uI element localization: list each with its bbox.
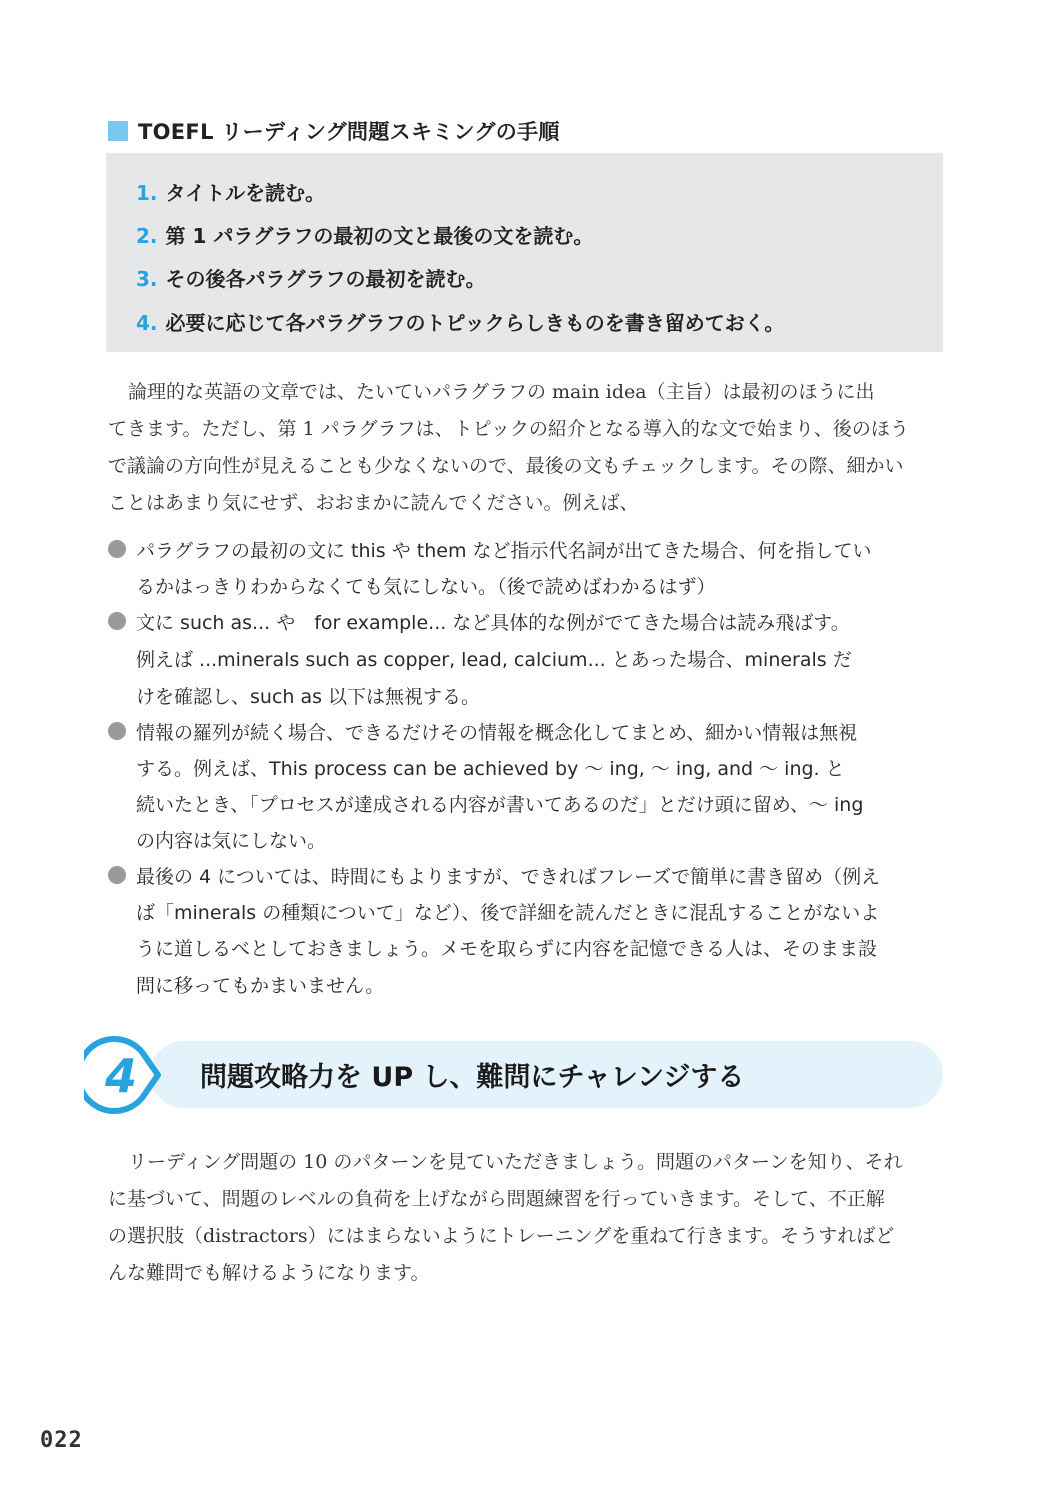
- bullet-line: 問に移ってもかまいません。: [136, 975, 385, 997]
- bullet-line: 情報の羅列が続く場合、できるだけその情報を概念化してまとめ、細かい情報は無視: [136, 722, 858, 744]
- bullet-dot-icon: [108, 612, 126, 630]
- paragraph-line: てきます。ただし、第 1 パラグラフは、トピックの紹介となる導入的な文で始まり、後のほう: [108, 418, 909, 440]
- step-number: 1.: [136, 181, 158, 205]
- section-number-badge: [84, 1036, 174, 1114]
- paragraph-line: で議論の方向性が見えることも少なくないので、最後の文もチェックします。その際、細かい: [108, 455, 904, 477]
- bullet-line: 文に such as... や for example... など具体的な例がでてきた場合は読み飛ばす。: [136, 612, 850, 634]
- bullet-dot-icon: [108, 540, 126, 558]
- bullet-line: 例えば ...minerals such as copper, lead, calcium... とあった場合、minerals だ: [136, 649, 852, 671]
- paragraph-line: の選択肢（distractors）にはまらないようにトレーニングを重ねて行きます。そうすればど: [108, 1225, 895, 1247]
- bullet-line: 続いたとき、「プロセスが達成される内容が書いてあるのだ」とだけ頭に留め、～ ing: [136, 794, 864, 816]
- steps-box: [106, 153, 943, 352]
- step-item: [136, 263, 486, 292]
- bullet-line: けを確認し、such as 以下は無視する。: [136, 686, 481, 708]
- bullet-dot-icon: [108, 722, 126, 740]
- bullet-line: るかはっきりわからなくても気にしない。（後で読めばわかるはず）: [136, 576, 716, 598]
- bullet-line: パラグラフの最初の文に this や them など指示代名詞が出てきた場合、何を指してい: [136, 540, 872, 562]
- section-number: 4: [104, 1049, 138, 1103]
- step-text: その後各パラグラフの最初を読む。: [165, 267, 486, 291]
- paragraph-line: ことはあまり気にせず、おおまかに読んでください。例えば、: [108, 492, 639, 514]
- step-number: 3.: [136, 267, 158, 291]
- section-title: 問題攻略力を UP し、難問にチャレンジする: [200, 1062, 745, 1093]
- step-item: [136, 177, 325, 206]
- section-heading: [108, 116, 560, 146]
- heading-square-icon: [108, 121, 128, 141]
- step-item: [136, 220, 593, 249]
- step-text: タイトルを読む。: [165, 181, 326, 205]
- paragraph-line: に基づいて、問題のレベルの負荷を上げながら問題練習を行っていきます。そして、不正解: [108, 1188, 885, 1210]
- heading-text: TOEFL リーディング問題スキミングの手順: [138, 120, 560, 144]
- page-number: 022: [40, 1428, 83, 1453]
- paragraph-line: 論理的な英語の文章では、たいていパラグラフの main idea（主旨）は最初のほうに出: [128, 381, 875, 403]
- bullet-line: する。例えば、This process can be achieved by ～ ing, ～ ing, and ～ ing. と: [136, 758, 845, 780]
- bullet-line: ば「minerals の種類について」など）、後で詳細を読んだときに混乱することがないよ: [136, 902, 880, 924]
- bullet-dot-icon: [108, 866, 126, 884]
- bullet-line: 最後の 4 については、時間にもよりますが、できればフレーズで簡単に書き留め（例え: [136, 866, 881, 888]
- step-number: 4.: [136, 311, 158, 335]
- step-text: 第 1 パラグラフの最初の文と最後の文を読む。: [165, 224, 594, 248]
- paragraph-line: リーディング問題の 10 のパターンを見ていただきましょう。問題のパターンを知り、それ: [128, 1151, 903, 1173]
- step-text: 必要に応じて各パラグラフのトピックらしきものを書き留めておく。: [165, 311, 785, 335]
- step-number: 2.: [136, 224, 158, 248]
- bullet-line: うに道しるべとしておきましょう。メモを取らずに内容を記憶できる人は、そのまま設: [136, 938, 878, 960]
- step-item: [136, 307, 784, 336]
- bullet-line: の内容は気にしない。: [136, 830, 327, 852]
- paragraph-line: んな難問でも解けるようになります。: [108, 1262, 430, 1284]
